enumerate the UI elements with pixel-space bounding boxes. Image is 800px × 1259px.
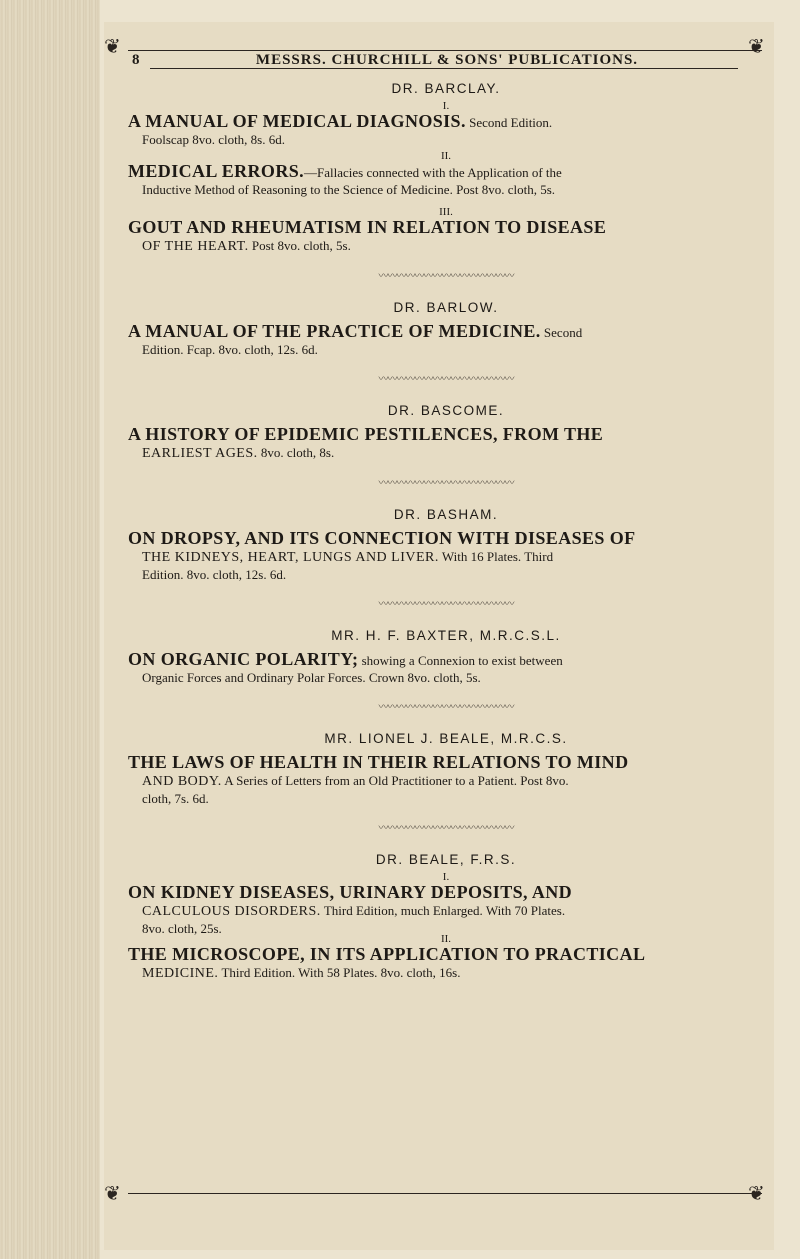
- book-entry: [128, 426, 764, 462]
- book-details: Foolscap 8vo. cloth, 8s. 6d.: [142, 132, 285, 147]
- corner-ornament-bottom-left: ❦: [104, 1181, 121, 1205]
- entry-numeral: III.: [439, 206, 453, 218]
- book-edition: Second Edition.: [469, 115, 553, 130]
- corner-ornament-bottom-right: ❦: [748, 1181, 765, 1205]
- book-format: Third Edition. With 58 Plates. 8vo. cloth, 16s.: [221, 965, 461, 980]
- book-title: A MANUAL OF MEDICAL DIAGNOSIS.: [128, 111, 466, 131]
- book-entry: [128, 323, 764, 358]
- corner-ornament-top-right: ❦: [748, 34, 765, 58]
- section-separator: 〰〰〰〰〰〰〰〰〰〰〰〰〰〰〰: [378, 702, 514, 713]
- author-heading: DR. BASCOME.: [387, 403, 505, 418]
- book-format: Post 8vo. cloth, 5s.: [251, 238, 351, 253]
- book-title: ON ORGANIC POLARITY;: [128, 649, 359, 669]
- book-entry: [128, 530, 764, 583]
- book-entry: [128, 754, 764, 807]
- author-heading: DR. BARCLAY.: [391, 81, 501, 96]
- section-barlow: [128, 299, 764, 358]
- book-title: GOUT AND RHEUMATISM IN RELATION TO DISEASE: [128, 217, 607, 237]
- book-edition: Second: [543, 325, 583, 340]
- book-plates: With 16 Plates. Third: [441, 549, 554, 564]
- book-edition: Third Edition, much Enlarged. With 70 Plates.: [323, 903, 566, 918]
- book-title: ON DROPSY, AND ITS CONNECTION WITH DISEASES OF: [128, 528, 636, 548]
- section-beale-frs: [128, 851, 764, 982]
- book-title: MEDICAL ERRORS.: [128, 161, 305, 181]
- author-heading: DR. BARLOW.: [393, 300, 499, 315]
- author-heading: MR. H. F. BAXTER, M.R.C.S.L.: [331, 628, 561, 643]
- section-baxter: [128, 627, 764, 686]
- entry-numeral: I.: [442, 100, 450, 112]
- book-entry: [128, 884, 764, 937]
- book-title-continued: EARLIEST AGES.: [142, 446, 258, 461]
- book-format: 8vo. cloth, 8s.: [260, 445, 335, 460]
- book-title: THE MICROSCOPE, IN ITS APPLICATION TO PRACTICAL: [128, 944, 646, 964]
- author-heading: DR. BEALE, F.R.S.: [375, 852, 517, 867]
- book-details: [128, 237, 764, 255]
- book-title: A MANUAL OF THE PRACTICE OF MEDICINE.: [128, 321, 541, 341]
- running-title: MESSRS. CHURCHILL & SONS' PUBLICATIONS.: [255, 51, 639, 68]
- entry-numeral: II.: [440, 933, 452, 945]
- section-lionel-beale: [128, 730, 764, 807]
- book-title-continued: MEDICINE.: [142, 966, 219, 981]
- book-details: Inductive Method of Reasoning to the Science of Medicine. Post 8vo. cloth, 5s.: [142, 182, 556, 197]
- section-separator: 〰〰〰〰〰〰〰〰〰〰〰〰〰〰〰: [378, 374, 514, 385]
- book-format: cloth, 7s. 6d.: [142, 791, 209, 806]
- catalogue-content: [128, 80, 764, 982]
- page-number: 8: [132, 51, 141, 68]
- book-entry: [128, 651, 764, 686]
- section-separator: 〰〰〰〰〰〰〰〰〰〰〰〰〰〰〰: [378, 823, 514, 834]
- book-entry: [128, 163, 764, 198]
- author-heading: DR. BASHAM.: [393, 507, 499, 522]
- book-format: 8vo. cloth, 25s.: [142, 921, 222, 936]
- entry-numeral: I.: [442, 871, 450, 883]
- book-entry: [128, 219, 764, 255]
- book-details: Edition. Fcap. 8vo. cloth, 12s. 6d.: [142, 342, 318, 357]
- book-title: ON KIDNEY DISEASES, URINARY DEPOSITS, AND: [128, 882, 573, 902]
- footer-rule: [128, 1193, 762, 1194]
- book-spine-edge: [0, 0, 100, 1259]
- book-title: THE LAWS OF HEALTH IN THEIR RELATIONS TO MIND: [128, 752, 629, 772]
- entry-numeral: II.: [440, 150, 452, 162]
- book-details: [128, 964, 764, 982]
- section-bascome: [128, 402, 764, 462]
- book-details: Organic Forces and Ordinary Polar Forces. Crown 8vo. cloth, 5s.: [142, 670, 481, 685]
- book-subtitle: showing a Connexion to exist between: [361, 653, 563, 668]
- book-entry: [128, 946, 764, 982]
- book-details: [128, 772, 764, 807]
- book-subtitle: A Series of Letters from an Old Practitioner to a Patient. Post 8vo.: [224, 773, 569, 788]
- running-header: [128, 52, 762, 68]
- book-details: [128, 444, 764, 462]
- section-separator: 〰〰〰〰〰〰〰〰〰〰〰〰〰〰〰: [378, 478, 514, 489]
- book-format: Edition. 8vo. cloth, 12s. 6d.: [142, 567, 287, 582]
- section-separator: 〰〰〰〰〰〰〰〰〰〰〰〰〰〰〰: [378, 599, 514, 610]
- book-subtitle: —Fallacies connected with the Application of the: [304, 165, 562, 180]
- header-rule-bottom: [150, 68, 738, 69]
- section-barclay: [128, 80, 764, 255]
- book-title: A HISTORY OF EPIDEMIC PESTILENCES, FROM THE: [128, 424, 604, 444]
- section-separator: 〰〰〰〰〰〰〰〰〰〰〰〰〰〰〰: [378, 271, 514, 282]
- book-details: [128, 902, 764, 937]
- book-title-continued: OF THE HEART.: [142, 239, 249, 254]
- corner-ornament-top-left: ❦: [104, 34, 121, 58]
- book-entry: [128, 113, 764, 148]
- section-basham: [128, 506, 764, 583]
- author-heading: MR. LIONEL J. BEALE, M.R.C.S.: [324, 731, 568, 746]
- book-details: [128, 548, 764, 583]
- book-title-continued: THE KIDNEYS, HEART, LUNGS AND LIVER.: [142, 550, 439, 565]
- book-title-continued: CALCULOUS DISORDERS.: [142, 904, 321, 919]
- book-title-continued: AND BODY.: [142, 774, 222, 789]
